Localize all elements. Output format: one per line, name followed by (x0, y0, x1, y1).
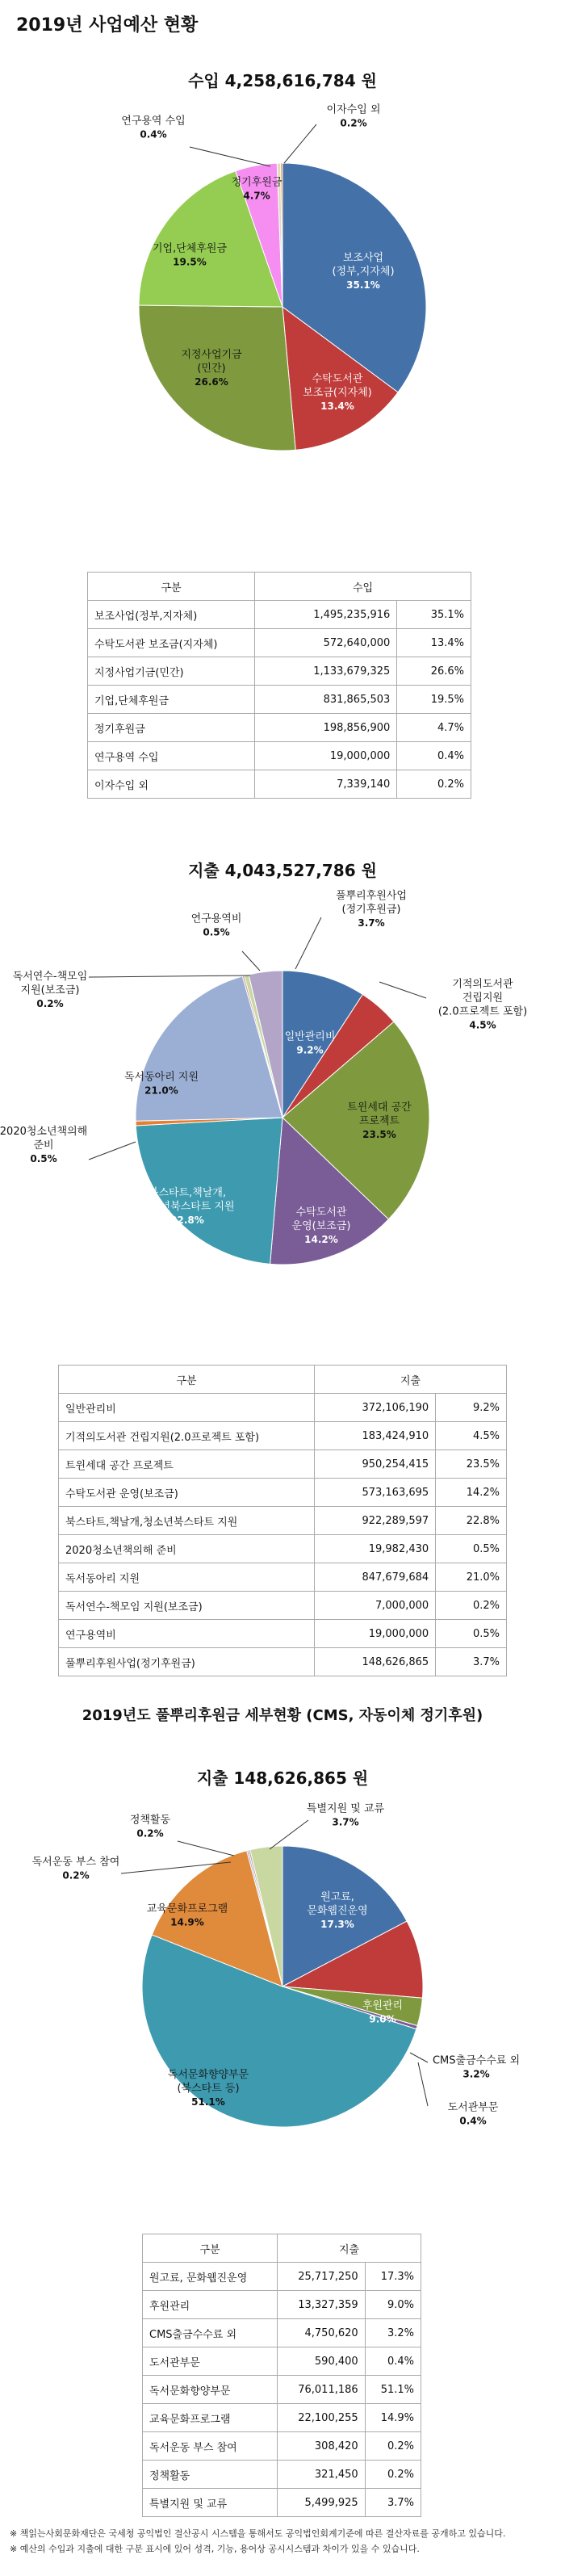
table-row (143, 2489, 421, 2517)
slice-label-line: 독서연수-책모임 (12, 971, 88, 983)
row-percent: 22.8% (436, 1507, 507, 1535)
slice-label (433, 2054, 520, 2080)
slice-percent: 21.0% (144, 1085, 178, 1097)
row-percent: 0.2% (397, 770, 471, 799)
row-category: 후원관리 (143, 2291, 278, 2319)
row-percent: 9.0% (365, 2291, 421, 2319)
slice-label-line: 지원(보조금) (20, 984, 80, 996)
row-category: 기업,단체후원금 (88, 686, 255, 714)
row-percent: 9.2% (436, 1394, 507, 1422)
table-row (143, 2319, 421, 2347)
slice-label-line: 북스타트,책날개, (148, 1187, 227, 1199)
row-amount: 13,327,359 (278, 2291, 366, 2319)
table-row (143, 2263, 421, 2291)
slice-label-line: 프로젝트 (358, 1115, 400, 1127)
row-category: 독서문화향양부문 (143, 2376, 278, 2404)
row-category: 도서관부문 (143, 2347, 278, 2376)
row-category: 트윈세대 공간 프로젝트 (59, 1450, 315, 1479)
slice-percent: 23.5% (362, 1129, 396, 1140)
slice-label (32, 1856, 120, 1882)
row-category: 독서운동 부스 참여 (143, 2432, 278, 2461)
slice-label-line: 연구용역비 (190, 913, 242, 925)
row-percent: 0.4% (365, 2347, 421, 2376)
row-amount: 572,640,000 (255, 629, 397, 657)
slice-label-line: 독서운동 부스 참여 (31, 1856, 120, 1869)
slice-percent: 14.9% (170, 1916, 204, 1928)
row-amount: 831,865,503 (255, 686, 397, 714)
slice-label-line: 독서문화향양부문 (167, 2069, 249, 2081)
row-category: 일반관리비 (59, 1394, 315, 1422)
donation-section-title: 2019년도 풀뿌리후원금 세부현황 (CMS, 자동이체 정기후원) (82, 1707, 483, 1724)
slice-label-line: 문화웹진운영 (307, 1905, 368, 1917)
row-category: 연구용역비 (59, 1620, 315, 1648)
leader-line (295, 917, 321, 969)
slice-label-line: (정기후원금) (341, 904, 401, 916)
row-amount: 1,495,235,916 (255, 601, 397, 629)
row-percent: 35.1% (397, 601, 471, 629)
slice-label-line: (민간) (197, 363, 226, 375)
slice-percent: 0.5% (30, 1153, 57, 1164)
leader-line (242, 951, 260, 971)
slice-percent: 0.5% (203, 926, 230, 938)
leader-line (418, 2062, 428, 2106)
row-category: 정책활동 (143, 2461, 278, 2489)
table-row (143, 2376, 421, 2404)
donation-chart-title: 지출 148,626,865 원 (196, 1768, 369, 1788)
row-category: 교육문화프로그램 (143, 2404, 278, 2432)
row-category: 보조사업(정부,지자체) (88, 601, 255, 629)
slice-percent: 26.6% (195, 376, 228, 388)
table-row (59, 1535, 507, 1563)
income-table (87, 572, 471, 799)
row-percent: 0.4% (397, 742, 471, 770)
row-amount: 7,339,140 (255, 770, 397, 799)
col-header-amount: 지출 (278, 2234, 421, 2263)
row-category: CMS출금수수료 외 (143, 2319, 278, 2347)
table-row (59, 1422, 507, 1450)
leader-line (284, 124, 316, 163)
slice-percent: 0.4% (140, 128, 167, 141)
row-amount: 321,450 (278, 2461, 366, 2489)
slice-percent: 22.8% (170, 1215, 204, 1226)
slice-label-line: 교육문화프로그램 (146, 1903, 228, 1915)
row-category: 연구용역 수입 (88, 742, 255, 770)
col-header-category: 구분 (88, 573, 255, 601)
table-row (143, 2347, 421, 2376)
row-amount: 19,000,000 (255, 742, 397, 770)
slice-percent: 0.2% (62, 1869, 90, 1882)
row-amount: 372,106,190 (315, 1394, 436, 1422)
row-amount: 1,133,679,325 (255, 657, 397, 686)
row-percent: 14.9% (365, 2404, 421, 2432)
page-title: 2019년 사업예산 현황 (16, 15, 199, 36)
slice-label-line: 수탁도서관 (295, 1206, 347, 1219)
income-pie-chart (0, 97, 565, 525)
slice-label-line: 원고료, (320, 1891, 354, 1903)
slice-percent: 14.2% (304, 1234, 338, 1245)
row-amount: 25,717,250 (278, 2263, 366, 2291)
leader-line (89, 1142, 136, 1160)
row-percent: 4.5% (436, 1422, 507, 1450)
slice-percent: 4.5% (469, 1019, 496, 1031)
table-row (88, 629, 471, 657)
table-row (59, 1450, 507, 1479)
row-percent: 3.7% (365, 2489, 421, 2517)
table-row (88, 601, 471, 629)
footnote: ※ 예산의 수입과 지출에 대한 구분 표시에 있어 성격, 기능, 용어상 공시시스템과 차이가 있을 수 있습니다. (10, 2544, 420, 2554)
row-percent: 14.2% (436, 1479, 507, 1507)
col-header-amount: 지출 (315, 1366, 507, 1394)
row-percent: 0.2% (436, 1592, 507, 1620)
table-row (88, 657, 471, 686)
row-category: 북스타트,책날개,청소년북스타트 지원 (59, 1507, 315, 1535)
table-row (88, 742, 471, 770)
row-percent: 0.2% (365, 2432, 421, 2461)
slice-percent: 17.3% (320, 1919, 354, 1930)
slice-label-line: 정기후원금 (231, 176, 282, 189)
leader-line (178, 1841, 234, 1856)
row-amount: 19,000,000 (315, 1620, 436, 1648)
row-category: 지정사업기금(민간) (88, 657, 255, 686)
expense-table (58, 1365, 507, 1676)
footnotes (10, 2526, 559, 2557)
expense-pie-chart (0, 887, 565, 1347)
row-percent: 4.7% (397, 714, 471, 742)
row-category: 원고료, 문화웹진운영 (143, 2263, 278, 2291)
slice-label-line: 기업,단체후원금 (152, 242, 228, 255)
row-amount: 590,400 (278, 2347, 366, 2376)
row-amount: 76,011,186 (278, 2376, 366, 2404)
slice-label-line: (북스타트 등) (177, 2083, 240, 2095)
slice-label-line: 2020청소년책의해 (0, 1126, 88, 1138)
table-row (143, 2432, 421, 2461)
donation-table (142, 2234, 421, 2517)
row-amount: 7,000,000 (315, 1592, 436, 1620)
slice-label-line: 도서관부문 (447, 2101, 499, 2114)
slice-label-line: 독서동아리 지원 (123, 1071, 199, 1084)
expense-chart-title: 지출 4,043,527,786 원 (188, 861, 377, 880)
row-amount: 183,424,910 (315, 1422, 436, 1450)
table-row (143, 2461, 421, 2489)
row-category: 이자수입 외 (88, 770, 255, 799)
table-row (88, 714, 471, 742)
slice-label-line: 후원관리 (362, 1999, 404, 2012)
table-row (88, 770, 471, 799)
slice-label (191, 913, 242, 938)
slice-label (327, 103, 381, 129)
row-amount: 198,856,900 (255, 714, 397, 742)
row-percent: 23.5% (436, 1450, 507, 1479)
slice-label-line: 정책활동 (129, 1814, 171, 1827)
row-category: 수탁도서관 보조금(지자체) (88, 629, 255, 657)
row-category: 수탁도서관 운영(보조금) (59, 1479, 315, 1507)
slice-label (448, 2101, 499, 2127)
slice-percent: 3.7% (358, 917, 385, 929)
table-row (59, 1620, 507, 1648)
row-category: 독서동아리 지원 (59, 1563, 315, 1592)
slice-label-line: 풀뿌리후원사업 (336, 890, 407, 902)
row-category: 독서연수-책모임 지원(보조금) (59, 1592, 315, 1620)
slice-label-line: 특별지원 및 교류 (306, 1802, 385, 1815)
slice-label (336, 889, 407, 929)
leader-line (190, 147, 270, 166)
slice-label-line: 지정사업기금 (181, 349, 242, 361)
slice-label (0, 1125, 87, 1164)
slice-label-line: 청소년북스타트 지원 (140, 1201, 235, 1213)
table-row (59, 1648, 507, 1676)
slice-percent: 0.4% (459, 2115, 487, 2127)
slice-percent: 13.4% (320, 401, 354, 412)
slice-label (121, 115, 185, 141)
slice-percent: 0.2% (136, 1827, 164, 1840)
slice-label (130, 1814, 171, 1840)
leader-line (270, 1820, 308, 1849)
table-row (59, 1394, 507, 1422)
slice-percent: 3.7% (332, 1816, 359, 1828)
col-header-category: 구분 (59, 1366, 315, 1394)
slice-label-line: 연구용역 수입 (121, 115, 186, 128)
table-row (143, 2404, 421, 2432)
row-percent: 21.0% (436, 1563, 507, 1592)
donation-pie-chart (0, 1796, 565, 2224)
slice-label-line: (정부,지자체) (332, 266, 395, 278)
row-percent: 0.5% (436, 1535, 507, 1563)
slice-label-line: 기적의도서관 (452, 978, 513, 991)
row-amount: 847,679,684 (315, 1563, 436, 1592)
row-percent: 13.4% (397, 629, 471, 657)
slice-percent: 0.2% (340, 117, 367, 129)
row-percent: 0.2% (365, 2461, 421, 2489)
slice-label-line: 일반관리비 (284, 1030, 336, 1043)
slice-label-line: (2.0프로젝트 포함) (437, 1005, 528, 1018)
row-amount: 308,420 (278, 2432, 366, 2461)
row-category: 특별지원 및 교류 (143, 2489, 278, 2517)
row-percent: 3.2% (365, 2319, 421, 2347)
row-percent: 3.7% (436, 1648, 507, 1676)
slice-percent: 3.2% (462, 2068, 490, 2080)
row-amount: 573,163,695 (315, 1479, 436, 1507)
row-amount: 19,982,430 (315, 1535, 436, 1563)
slice-label (438, 978, 527, 1031)
row-percent: 17.3% (365, 2263, 421, 2291)
footnote: ※ 책읽는사회문화재단은 국세청 공익법인 결산공시 시스템을 통해서도 공익법인회계기준에 따른 결산자료를 공개하고 있습니다. (10, 2528, 506, 2539)
slice-label-line: 이자수입 외 (326, 103, 381, 116)
row-amount: 22,100,255 (278, 2404, 366, 2432)
row-amount: 5,499,925 (278, 2489, 366, 2517)
leader-line (379, 982, 426, 998)
slice-percent: 35.1% (346, 279, 380, 291)
row-percent: 51.1% (365, 2376, 421, 2404)
row-percent: 0.5% (436, 1620, 507, 1648)
slice-label-line: 트윈세대 공간 (347, 1101, 412, 1114)
slice-percent: 4.7% (243, 190, 270, 202)
table-row (59, 1507, 507, 1535)
slice-label-line: 보조사업 (342, 252, 384, 264)
slice-label-line: 수탁도서관 (312, 373, 363, 385)
row-amount: 4,750,620 (278, 2319, 366, 2347)
table-row (59, 1479, 507, 1507)
leader-line (410, 2053, 428, 2062)
col-header-amount: 수입 (255, 573, 471, 601)
slice-label-line: 준비 (33, 1139, 54, 1152)
table-row (88, 686, 471, 714)
row-category: 2020청소년책의해 준비 (59, 1535, 315, 1563)
slice-label (13, 970, 88, 1009)
slice-percent: 0.2% (36, 998, 64, 1009)
slice-label-line: 건립지원 (462, 992, 504, 1005)
slice-label-line: CMS출금수수료 외 (432, 2054, 521, 2067)
row-percent: 19.5% (397, 686, 471, 714)
slice-percent: 19.5% (173, 256, 207, 268)
row-amount: 922,289,597 (315, 1507, 436, 1535)
col-header-category: 구분 (143, 2234, 278, 2263)
slice-label-line: 보조금(지자체) (303, 387, 372, 399)
slice-percent: 9.2% (296, 1044, 324, 1056)
income-chart-title: 수입 4,258,616,784 원 (188, 71, 377, 90)
slice-percent: 51.1% (191, 2096, 225, 2108)
table-row (59, 1563, 507, 1592)
row-category: 정기후원금 (88, 714, 255, 742)
slice-label (307, 1802, 385, 1828)
slice-percent: 9.0% (369, 2013, 396, 2025)
table-row (143, 2291, 421, 2319)
row-category: 기적의도서관 건립지원(2.0프로젝트 포함) (59, 1422, 315, 1450)
row-amount: 950,254,415 (315, 1450, 436, 1479)
row-percent: 26.6% (397, 657, 471, 686)
row-category: 풀뿌리후원사업(정기후원금) (59, 1648, 315, 1676)
leader-line (89, 975, 250, 977)
row-amount: 148,626,865 (315, 1648, 436, 1676)
table-row (59, 1592, 507, 1620)
slice-label-line: 운영(보조금) (291, 1220, 351, 1232)
